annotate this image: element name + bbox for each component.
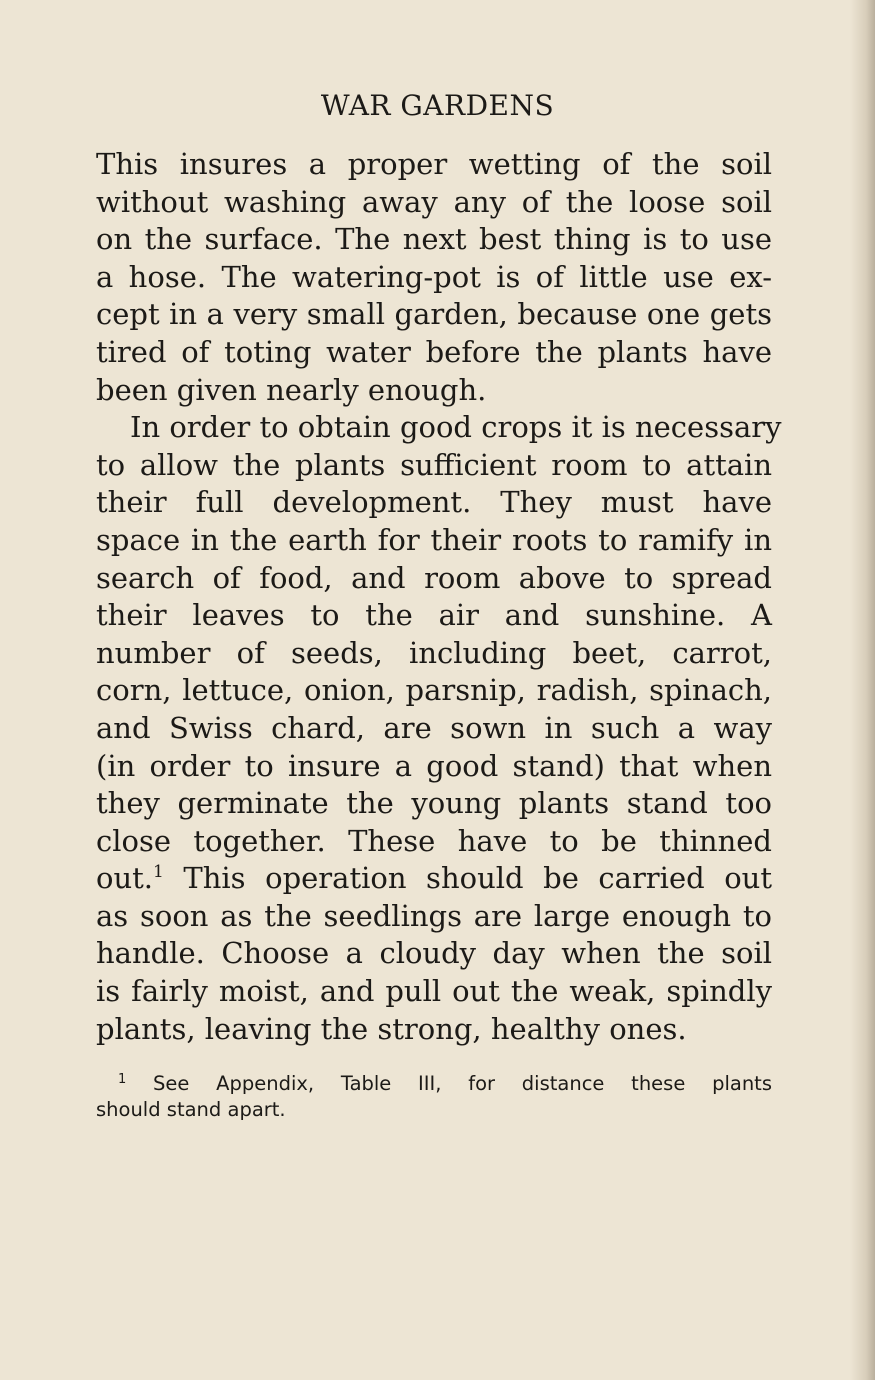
text-line: been given nearly enough. [96,372,487,407]
text-line: corn, lettuce, onion, parsnip, radish, spinach, [96,673,772,708]
text-line: their full development. They must have [96,485,772,520]
text-line: tired of toting water before the plants have [96,334,772,369]
text-line: space in the earth for their roots to ramify in [96,522,772,557]
text-line: a hose. The watering-pot is of little use ex- [96,259,772,294]
text-line: and Swiss chard, are sown in such a way [96,710,772,745]
text-line: In order to obtain good crops it is necessary [130,410,782,445]
text-line: search of food, and room above to spread [96,560,772,595]
text-line: cept in a very small garden, because one gets [96,297,772,332]
footnote-line: should stand apart. [96,1098,286,1121]
line-start: out. [96,861,154,896]
footnote-line [96,1071,772,1097]
text-line: close together. These have to be thinned [96,823,772,858]
text-line: is fairly moist, and pull out the weak, spindly [96,974,772,1009]
body-text [96,146,782,1048]
footnote [96,1071,772,1123]
text-line: plants, leaving the strong, healthy ones. [96,1011,687,1046]
footnote-text: See Appendix, Table III, for distance these plants [153,1072,772,1095]
text-line: to allow the plants sufficient room to attain [96,447,772,482]
text-line: without washing away any of the loose soil [96,184,772,219]
text-line: handle. Choose a cloudy day when the soil [96,936,772,971]
running-head: WAR GARDENS [320,89,555,122]
text-line: their leaves to the air and sunshine. A [96,598,772,633]
text-line: they germinate the young plants stand too [96,786,772,821]
text-line: on the surface. The next best thing is to use [96,222,772,257]
line-rest: This operation should be carried out [183,861,772,896]
text-line-with-footnote-ref [96,860,772,898]
text-line: (in order to insure a good stand) that when [96,748,772,783]
footnote-marker: 1 [118,1072,127,1087]
footnote-reference[interactable]: 1 [153,862,164,883]
text-line: number of seeds, including beet, carrot, [96,635,772,670]
text-line: as soon as the seedlings are large enough to [96,898,772,933]
text-line: This insures a proper wetting of the soil [96,147,772,181]
